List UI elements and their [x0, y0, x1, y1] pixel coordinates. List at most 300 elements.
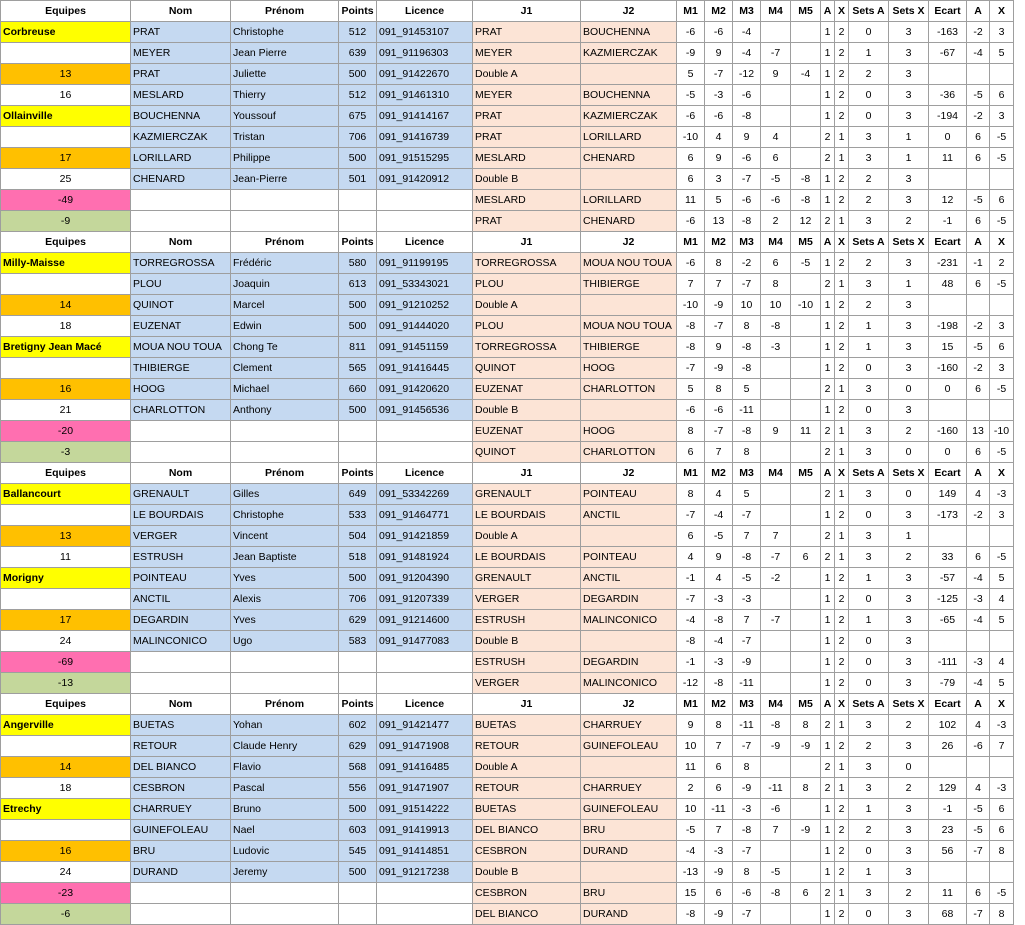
- player-firstname-cell[interactable]: Marcel: [231, 295, 339, 316]
- sets-count-cell[interactable]: 0: [849, 85, 889, 106]
- header-cell[interactable]: X: [990, 1, 1014, 22]
- player-licence-cell[interactable]: 091_91196303: [377, 43, 473, 64]
- match-player-x-cell[interactable]: MALINCONICO: [581, 673, 677, 694]
- set-score-cell[interactable]: 8: [677, 484, 705, 505]
- set-score-cell[interactable]: [791, 127, 821, 148]
- set-score-cell[interactable]: -6: [677, 400, 705, 421]
- sets-count-cell[interactable]: 0: [849, 358, 889, 379]
- ecart-cell[interactable]: 102: [929, 715, 967, 736]
- set-score-cell[interactable]: -3: [705, 85, 733, 106]
- set-score-cell[interactable]: -8: [733, 421, 761, 442]
- match-result-cell[interactable]: 2: [835, 106, 849, 127]
- ecart-cell[interactable]: -79: [929, 673, 967, 694]
- player-firstname-cell[interactable]: Joaquin: [231, 274, 339, 295]
- set-score-cell[interactable]: -6: [705, 400, 733, 421]
- team-score-cell[interactable]: 18: [1, 316, 131, 337]
- ecart-cell[interactable]: [990, 526, 1014, 547]
- set-score-cell[interactable]: -6: [761, 799, 791, 820]
- set-score-cell[interactable]: -5: [677, 85, 705, 106]
- set-score-cell[interactable]: -5: [761, 862, 791, 883]
- sets-count-cell[interactable]: 3: [889, 610, 929, 631]
- player-points-cell[interactable]: 500: [339, 400, 377, 421]
- set-score-cell[interactable]: -4: [705, 505, 733, 526]
- match-result-cell[interactable]: 1: [821, 85, 835, 106]
- ecart-cell[interactable]: -3: [990, 715, 1014, 736]
- match-player-x-cell[interactable]: CHENARD: [581, 148, 677, 169]
- set-score-cell[interactable]: [791, 652, 821, 673]
- ecart-cell[interactable]: [929, 526, 967, 547]
- player-licence-cell[interactable]: 091_53343021: [377, 274, 473, 295]
- player-firstname-cell[interactable]: Pascal: [231, 778, 339, 799]
- match-result-cell[interactable]: 2: [821, 883, 835, 904]
- match-player-a-cell[interactable]: RETOUR: [473, 778, 581, 799]
- sets-count-cell[interactable]: 3: [849, 211, 889, 232]
- header-cell[interactable]: Nom: [131, 463, 231, 484]
- set-score-cell[interactable]: -7: [705, 64, 733, 85]
- match-player-x-cell[interactable]: ANCTIL: [581, 568, 677, 589]
- match-result-cell[interactable]: 2: [835, 904, 849, 925]
- ecart-cell[interactable]: -125: [929, 589, 967, 610]
- team-name-cell[interactable]: Morigny: [1, 568, 131, 589]
- set-score-cell[interactable]: [791, 358, 821, 379]
- team-score-cell[interactable]: [1, 505, 131, 526]
- set-score-cell[interactable]: -7: [733, 736, 761, 757]
- set-score-cell[interactable]: -6: [677, 253, 705, 274]
- player-lastname-cell[interactable]: CHARRUEY: [131, 799, 231, 820]
- player-licence-cell[interactable]: 091_91420912: [377, 169, 473, 190]
- set-score-cell[interactable]: -4: [677, 610, 705, 631]
- ecart-cell[interactable]: -5: [990, 148, 1014, 169]
- header-cell[interactable]: M3: [733, 694, 761, 715]
- ecart-cell[interactable]: [967, 757, 990, 778]
- ecart-cell[interactable]: -2: [967, 106, 990, 127]
- match-result-cell[interactable]: 1: [821, 841, 835, 862]
- match-player-x-cell[interactable]: [581, 631, 677, 652]
- player-points-cell[interactable]: 500: [339, 799, 377, 820]
- ecart-cell[interactable]: [967, 295, 990, 316]
- match-player-a-cell[interactable]: Double A: [473, 757, 581, 778]
- player-licence-cell[interactable]: 091_91420620: [377, 379, 473, 400]
- set-score-cell[interactable]: -6: [733, 148, 761, 169]
- match-player-a-cell[interactable]: DEL BIANCO: [473, 820, 581, 841]
- set-score-cell[interactable]: 7: [705, 820, 733, 841]
- header-cell[interactable]: Nom: [131, 232, 231, 253]
- match-result-cell[interactable]: 1: [835, 148, 849, 169]
- set-score-cell[interactable]: [761, 22, 791, 43]
- player-firstname-cell[interactable]: Vincent: [231, 526, 339, 547]
- set-score-cell[interactable]: -7: [677, 589, 705, 610]
- header-cell[interactable]: Sets X: [889, 1, 929, 22]
- header-cell[interactable]: M4: [761, 694, 791, 715]
- player-points-cell[interactable]: 500: [339, 316, 377, 337]
- set-score-cell[interactable]: -8: [733, 547, 761, 568]
- match-player-x-cell[interactable]: GUINEFOLEAU: [581, 799, 677, 820]
- set-score-cell[interactable]: -8: [677, 316, 705, 337]
- set-score-cell[interactable]: -5: [705, 526, 733, 547]
- sets-count-cell[interactable]: 3: [889, 358, 929, 379]
- header-cell[interactable]: M4: [761, 1, 791, 22]
- sets-count-cell[interactable]: 1: [889, 526, 929, 547]
- empty-cell[interactable]: [377, 442, 473, 463]
- player-points-cell[interactable]: 639: [339, 43, 377, 64]
- sets-count-cell[interactable]: 3: [889, 904, 929, 925]
- header-cell[interactable]: A: [821, 694, 835, 715]
- set-score-cell[interactable]: 4: [761, 127, 791, 148]
- set-score-cell[interactable]: 9: [705, 43, 733, 64]
- player-lastname-cell[interactable]: EUZENAT: [131, 316, 231, 337]
- ecart-cell[interactable]: 6: [967, 883, 990, 904]
- sets-count-cell[interactable]: 1: [889, 148, 929, 169]
- sets-count-cell[interactable]: 3: [889, 736, 929, 757]
- header-cell[interactable]: M4: [761, 463, 791, 484]
- ecart-cell[interactable]: -111: [929, 652, 967, 673]
- player-lastname-cell[interactable]: MEYER: [131, 43, 231, 64]
- ecart-cell[interactable]: [929, 400, 967, 421]
- set-score-cell[interactable]: [791, 673, 821, 694]
- ecart-cell[interactable]: -1: [929, 211, 967, 232]
- team-name-cell[interactable]: Etrechy: [1, 799, 131, 820]
- set-score-cell[interactable]: -12: [733, 64, 761, 85]
- player-points-cell[interactable]: 533: [339, 505, 377, 526]
- ecart-cell[interactable]: 4: [967, 778, 990, 799]
- sets-count-cell[interactable]: 3: [889, 316, 929, 337]
- header-cell[interactable]: Prénom: [231, 463, 339, 484]
- match-result-cell[interactable]: 1: [835, 757, 849, 778]
- player-firstname-cell[interactable]: Tristan: [231, 127, 339, 148]
- match-result-cell[interactable]: 1: [835, 421, 849, 442]
- team-score-cell[interactable]: 17: [1, 148, 131, 169]
- header-cell[interactable]: Equipes: [1, 232, 131, 253]
- player-firstname-cell[interactable]: Youssouf: [231, 106, 339, 127]
- team-score-cell[interactable]: -6: [1, 904, 131, 925]
- header-cell[interactable]: Licence: [377, 1, 473, 22]
- ecart-cell[interactable]: [990, 862, 1014, 883]
- player-firstname-cell[interactable]: Jean Pierre: [231, 43, 339, 64]
- empty-cell[interactable]: [339, 211, 377, 232]
- set-score-cell[interactable]: -6: [677, 106, 705, 127]
- header-cell[interactable]: M5: [791, 694, 821, 715]
- set-score-cell[interactable]: -8: [791, 190, 821, 211]
- ecart-cell[interactable]: 149: [929, 484, 967, 505]
- set-score-cell[interactable]: [761, 841, 791, 862]
- team-score-cell[interactable]: 11: [1, 547, 131, 568]
- player-lastname-cell[interactable]: PLOU: [131, 274, 231, 295]
- ecart-cell[interactable]: -5: [967, 190, 990, 211]
- set-score-cell[interactable]: 8: [733, 442, 761, 463]
- header-cell[interactable]: X: [835, 694, 849, 715]
- header-cell[interactable]: M3: [733, 1, 761, 22]
- player-firstname-cell[interactable]: Philippe: [231, 148, 339, 169]
- set-score-cell[interactable]: 10: [677, 799, 705, 820]
- header-cell[interactable]: Nom: [131, 1, 231, 22]
- set-score-cell[interactable]: -11: [705, 799, 733, 820]
- player-firstname-cell[interactable]: Christophe: [231, 505, 339, 526]
- sets-count-cell[interactable]: 3: [889, 862, 929, 883]
- set-score-cell[interactable]: 13: [705, 211, 733, 232]
- header-cell[interactable]: Prénom: [231, 694, 339, 715]
- empty-cell[interactable]: [231, 652, 339, 673]
- match-result-cell[interactable]: 2: [821, 274, 835, 295]
- ecart-cell[interactable]: -1: [967, 253, 990, 274]
- match-player-a-cell[interactable]: MESLARD: [473, 148, 581, 169]
- empty-cell[interactable]: [377, 421, 473, 442]
- ecart-cell[interactable]: 6: [967, 148, 990, 169]
- match-result-cell[interactable]: 2: [821, 484, 835, 505]
- match-result-cell[interactable]: 2: [835, 22, 849, 43]
- sets-count-cell[interactable]: 3: [849, 778, 889, 799]
- team-score-cell[interactable]: 16: [1, 85, 131, 106]
- player-licence-cell[interactable]: 091_91421859: [377, 526, 473, 547]
- match-player-a-cell[interactable]: Double B: [473, 169, 581, 190]
- match-player-x-cell[interactable]: KAZMIERCZAK: [581, 43, 677, 64]
- ecart-cell[interactable]: 4: [990, 589, 1014, 610]
- header-cell[interactable]: A: [967, 463, 990, 484]
- ecart-cell[interactable]: [929, 169, 967, 190]
- match-player-a-cell[interactable]: MEYER: [473, 85, 581, 106]
- set-score-cell[interactable]: [791, 43, 821, 64]
- match-result-cell[interactable]: 1: [821, 295, 835, 316]
- set-score-cell[interactable]: [791, 757, 821, 778]
- set-score-cell[interactable]: 2: [761, 211, 791, 232]
- match-player-a-cell[interactable]: Double B: [473, 862, 581, 883]
- sets-count-cell[interactable]: 1: [849, 610, 889, 631]
- set-score-cell[interactable]: [761, 757, 791, 778]
- sets-count-cell[interactable]: 3: [849, 526, 889, 547]
- ecart-cell[interactable]: 6: [990, 337, 1014, 358]
- set-score-cell[interactable]: -6: [733, 883, 761, 904]
- set-score-cell[interactable]: 7: [705, 442, 733, 463]
- set-score-cell[interactable]: -7: [677, 505, 705, 526]
- set-score-cell[interactable]: -1: [677, 652, 705, 673]
- match-result-cell[interactable]: 2: [835, 337, 849, 358]
- match-player-x-cell[interactable]: DURAND: [581, 904, 677, 925]
- match-player-a-cell[interactable]: PRAT: [473, 22, 581, 43]
- team-score-cell[interactable]: 14: [1, 295, 131, 316]
- player-lastname-cell[interactable]: DURAND: [131, 862, 231, 883]
- set-score-cell[interactable]: 6: [705, 757, 733, 778]
- player-lastname-cell[interactable]: KAZMIERCZAK: [131, 127, 231, 148]
- match-player-x-cell[interactable]: [581, 526, 677, 547]
- player-firstname-cell[interactable]: Jean Baptiste: [231, 547, 339, 568]
- player-licence-cell[interactable]: 091_91422670: [377, 64, 473, 85]
- set-score-cell[interactable]: [761, 652, 791, 673]
- set-score-cell[interactable]: -7: [761, 43, 791, 64]
- ecart-cell[interactable]: -3: [990, 778, 1014, 799]
- ecart-cell[interactable]: 4: [990, 652, 1014, 673]
- player-lastname-cell[interactable]: PRAT: [131, 64, 231, 85]
- match-result-cell[interactable]: 1: [821, 505, 835, 526]
- sets-count-cell[interactable]: 3: [849, 442, 889, 463]
- player-licence-cell[interactable]: 091_91481924: [377, 547, 473, 568]
- player-lastname-cell[interactable]: BUETAS: [131, 715, 231, 736]
- player-lastname-cell[interactable]: POINTEAU: [131, 568, 231, 589]
- ecart-cell[interactable]: -5: [990, 211, 1014, 232]
- player-lastname-cell[interactable]: BRU: [131, 841, 231, 862]
- header-cell[interactable]: Sets A: [849, 694, 889, 715]
- team-name-cell[interactable]: Ballancourt: [1, 484, 131, 505]
- ecart-cell[interactable]: 0: [929, 379, 967, 400]
- ecart-cell[interactable]: -5: [967, 85, 990, 106]
- match-result-cell[interactable]: 2: [835, 358, 849, 379]
- player-lastname-cell[interactable]: HOOG: [131, 379, 231, 400]
- ecart-cell[interactable]: 5: [990, 43, 1014, 64]
- set-score-cell[interactable]: 7: [761, 820, 791, 841]
- set-score-cell[interactable]: -9: [705, 295, 733, 316]
- player-firstname-cell[interactable]: Ugo: [231, 631, 339, 652]
- ecart-cell[interactable]: -4: [967, 610, 990, 631]
- match-result-cell[interactable]: 2: [835, 169, 849, 190]
- player-firstname-cell[interactable]: Yves: [231, 568, 339, 589]
- header-cell[interactable]: Nom: [131, 694, 231, 715]
- ecart-cell[interactable]: 5: [990, 673, 1014, 694]
- ecart-cell[interactable]: [967, 64, 990, 85]
- ecart-cell[interactable]: [990, 631, 1014, 652]
- match-player-x-cell[interactable]: LORILLARD: [581, 127, 677, 148]
- ecart-cell[interactable]: 3: [990, 505, 1014, 526]
- set-score-cell[interactable]: [791, 400, 821, 421]
- set-score-cell[interactable]: 5: [733, 484, 761, 505]
- set-score-cell[interactable]: -9: [705, 862, 733, 883]
- sets-count-cell[interactable]: 3: [889, 652, 929, 673]
- sets-count-cell[interactable]: 3: [889, 295, 929, 316]
- set-score-cell[interactable]: [761, 673, 791, 694]
- header-cell[interactable]: Equipes: [1, 1, 131, 22]
- set-score-cell[interactable]: 8: [705, 379, 733, 400]
- player-licence-cell[interactable]: 091_91515295: [377, 148, 473, 169]
- ecart-cell[interactable]: -5: [990, 274, 1014, 295]
- set-score-cell[interactable]: [761, 484, 791, 505]
- sets-count-cell[interactable]: 0: [849, 904, 889, 925]
- set-score-cell[interactable]: 8: [791, 715, 821, 736]
- sets-count-cell[interactable]: 3: [849, 148, 889, 169]
- sets-count-cell[interactable]: 3: [889, 799, 929, 820]
- player-points-cell[interactable]: 500: [339, 148, 377, 169]
- player-licence-cell[interactable]: 091_91453107: [377, 22, 473, 43]
- player-licence-cell[interactable]: 091_91217238: [377, 862, 473, 883]
- empty-cell[interactable]: [339, 442, 377, 463]
- match-result-cell[interactable]: 2: [835, 190, 849, 211]
- ecart-cell[interactable]: [990, 295, 1014, 316]
- set-score-cell[interactable]: -10: [677, 127, 705, 148]
- match-result-cell[interactable]: 1: [821, 904, 835, 925]
- set-score-cell[interactable]: -8: [791, 169, 821, 190]
- set-score-cell[interactable]: -7: [733, 505, 761, 526]
- player-licence-cell[interactable]: 091_91471907: [377, 778, 473, 799]
- team-score-cell[interactable]: [1, 589, 131, 610]
- empty-cell[interactable]: [231, 904, 339, 925]
- match-player-x-cell[interactable]: GUINEFOLEAU: [581, 736, 677, 757]
- match-result-cell[interactable]: 1: [835, 379, 849, 400]
- match-player-a-cell[interactable]: BUETAS: [473, 799, 581, 820]
- match-player-a-cell[interactable]: Double A: [473, 295, 581, 316]
- match-result-cell[interactable]: 1: [835, 778, 849, 799]
- ecart-cell[interactable]: 6: [967, 442, 990, 463]
- header-cell[interactable]: Equipes: [1, 694, 131, 715]
- ecart-cell[interactable]: -198: [929, 316, 967, 337]
- header-cell[interactable]: Points: [339, 463, 377, 484]
- set-score-cell[interactable]: -4: [733, 22, 761, 43]
- ecart-cell[interactable]: -2: [967, 358, 990, 379]
- set-score-cell[interactable]: 3: [705, 169, 733, 190]
- player-licence-cell[interactable]: 091_91210252: [377, 295, 473, 316]
- match-player-a-cell[interactable]: MESLARD: [473, 190, 581, 211]
- player-points-cell[interactable]: 512: [339, 22, 377, 43]
- ecart-cell[interactable]: -7: [967, 841, 990, 862]
- empty-cell[interactable]: [231, 673, 339, 694]
- header-cell[interactable]: M2: [705, 463, 733, 484]
- set-score-cell[interactable]: [791, 526, 821, 547]
- match-player-a-cell[interactable]: LE BOURDAIS: [473, 505, 581, 526]
- ecart-cell[interactable]: 6: [967, 379, 990, 400]
- match-player-x-cell[interactable]: MOUA NOU TOUA: [581, 316, 677, 337]
- player-licence-cell[interactable]: 091_91416445: [377, 358, 473, 379]
- empty-cell[interactable]: [131, 673, 231, 694]
- empty-cell[interactable]: [231, 211, 339, 232]
- team-score-cell[interactable]: 24: [1, 862, 131, 883]
- player-licence-cell[interactable]: 091_91416739: [377, 127, 473, 148]
- set-score-cell[interactable]: -9: [733, 778, 761, 799]
- match-result-cell[interactable]: 1: [821, 253, 835, 274]
- header-cell[interactable]: M1: [677, 1, 705, 22]
- header-cell[interactable]: A: [967, 232, 990, 253]
- set-score-cell[interactable]: -2: [733, 253, 761, 274]
- header-cell[interactable]: Sets X: [889, 694, 929, 715]
- header-cell[interactable]: Sets A: [849, 463, 889, 484]
- ecart-cell[interactable]: 0: [929, 442, 967, 463]
- ecart-cell[interactable]: 6: [990, 85, 1014, 106]
- team-score-cell[interactable]: 13: [1, 526, 131, 547]
- match-result-cell[interactable]: 2: [835, 631, 849, 652]
- set-score-cell[interactable]: 7: [705, 274, 733, 295]
- header-cell[interactable]: Sets A: [849, 1, 889, 22]
- match-result-cell[interactable]: 1: [821, 43, 835, 64]
- set-score-cell[interactable]: 11: [791, 421, 821, 442]
- match-player-x-cell[interactable]: KAZMIERCZAK: [581, 106, 677, 127]
- set-score-cell[interactable]: 5: [733, 379, 761, 400]
- player-firstname-cell[interactable]: Edwin: [231, 316, 339, 337]
- match-result-cell[interactable]: 2: [821, 547, 835, 568]
- sets-count-cell[interactable]: 3: [849, 127, 889, 148]
- header-cell[interactable]: A: [967, 694, 990, 715]
- set-score-cell[interactable]: 6: [791, 547, 821, 568]
- match-player-a-cell[interactable]: VERGER: [473, 589, 581, 610]
- set-score-cell[interactable]: 12: [791, 211, 821, 232]
- match-result-cell[interactable]: 2: [835, 295, 849, 316]
- ecart-cell[interactable]: 7: [990, 736, 1014, 757]
- match-player-a-cell[interactable]: CESBRON: [473, 841, 581, 862]
- player-licence-cell[interactable]: 091_91419913: [377, 820, 473, 841]
- player-firstname-cell[interactable]: Jeremy: [231, 862, 339, 883]
- set-score-cell[interactable]: -10: [791, 295, 821, 316]
- match-player-x-cell[interactable]: BOUCHENNA: [581, 22, 677, 43]
- sets-count-cell[interactable]: 2: [889, 211, 929, 232]
- team-score-cell[interactable]: 17: [1, 610, 131, 631]
- header-cell[interactable]: J2: [581, 694, 677, 715]
- set-score-cell[interactable]: 6: [677, 169, 705, 190]
- player-firstname-cell[interactable]: Anthony: [231, 400, 339, 421]
- sets-count-cell[interactable]: 0: [849, 841, 889, 862]
- set-score-cell[interactable]: 9: [761, 64, 791, 85]
- ecart-cell[interactable]: [990, 64, 1014, 85]
- team-score-cell[interactable]: 16: [1, 379, 131, 400]
- set-score-cell[interactable]: -6: [705, 22, 733, 43]
- match-player-x-cell[interactable]: [581, 757, 677, 778]
- player-points-cell[interactable]: 504: [339, 526, 377, 547]
- ecart-cell[interactable]: -194: [929, 106, 967, 127]
- sets-count-cell[interactable]: 0: [849, 589, 889, 610]
- set-score-cell[interactable]: -3: [761, 337, 791, 358]
- player-lastname-cell[interactable]: CHARLOTTON: [131, 400, 231, 421]
